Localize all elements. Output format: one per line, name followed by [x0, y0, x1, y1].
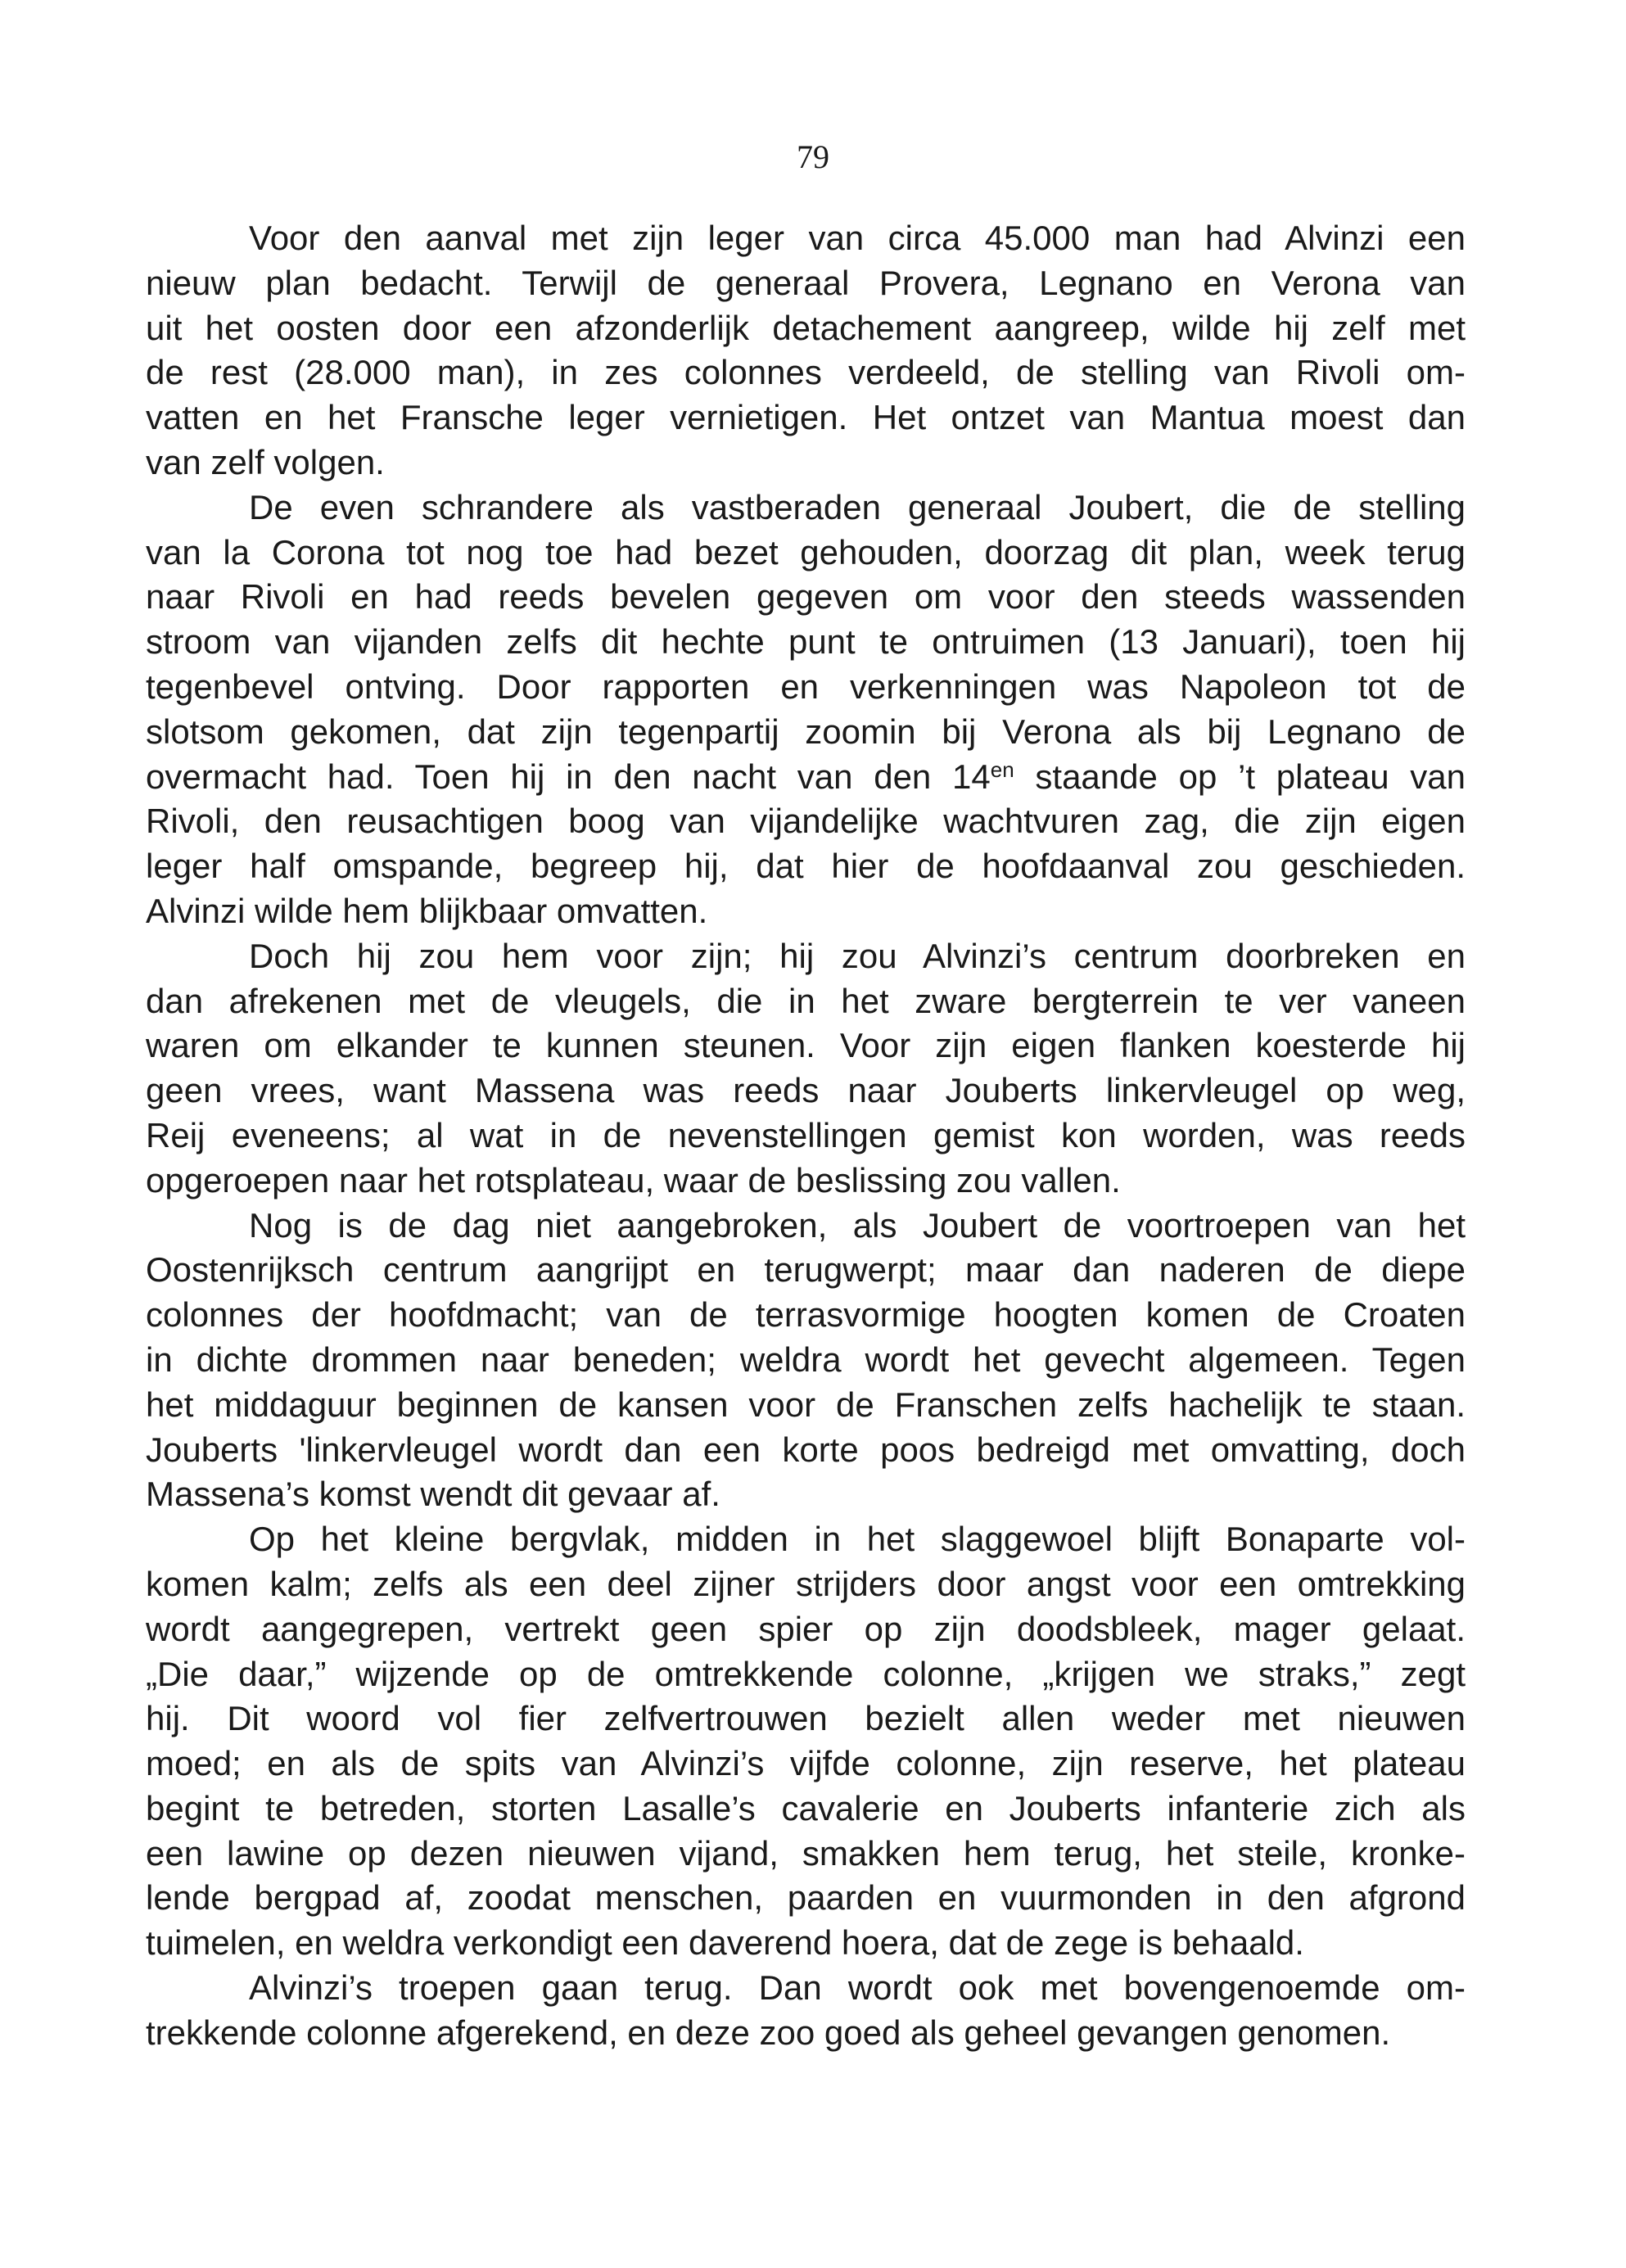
text-line: tegenbevel ontving. Door rapporten en verkenningen was Napoleon tot de	[146, 666, 1466, 706]
text-line: Doch hij zou hem voor zijn; hij zou Alvinzi’s centrum doorbreken en	[249, 936, 1466, 975]
text-line: lende bergpad af, zoodat menschen, paarden en vuurmonden in den afgrond	[146, 1878, 1466, 1918]
text-line: Op het kleine bergvlak, midden in het slaggewoel blijft Bonaparte vol-	[249, 1520, 1466, 1559]
text-line: uit het oosten door een afzonderlijk detachement aangreep, wilde hij zelf met	[146, 308, 1466, 347]
text-line	[146, 755, 1466, 800]
text-line: Nog is de dag niet aangebroken, als Joubert de voortroepen van het	[249, 1205, 1466, 1245]
text-line: Massena’s komst wendt dit gevaar af.	[146, 1475, 720, 1514]
text-line: hij. Dit woord vol fier zelfvertrouwen bezielt allen weder met nieuwen	[146, 1699, 1466, 1738]
text-line: De even schrandere als vastberaden generaal Joubert, die de stelling	[249, 487, 1466, 526]
text-line: geen vrees, want Massena was reeds naar Jouberts linkervleugel op weg,	[146, 1071, 1466, 1110]
text-line: trekkende colonne afgerekend, en deze zoo goed als geheel gevangen genomen.	[146, 2013, 1391, 2052]
text-line: „Die daar,” wijzende op de omtrekkende colonne, „krijgen we straks,” zegt	[146, 1654, 1466, 1693]
text-line: stroom van vijanden zelfs dit hechte punt te ontruimen (13 Januari), toen hij	[146, 622, 1466, 662]
text-line: van la Corona tot nog toe had bezet gehouden, doorzag dit plan, week terug	[146, 532, 1466, 572]
text-line: Alvinzi wilde hem blijkbaar omvatten.	[146, 891, 708, 930]
text-line: het middaguur beginnen de kansen voor de Franschen zelfs hachelijk te staan.	[146, 1385, 1466, 1424]
text-line: colonnes der hoofdmacht; van de terrasvormige hoogten komen de Croaten	[146, 1295, 1466, 1335]
text-line: Voor den aanval met zijn leger van circa 45.000 man had Alvinzi een	[249, 219, 1466, 257]
text-line: wordt aangegrepen, vertrekt geen spier op zijn doodsbleek, mager gelaat.	[146, 1609, 1466, 1648]
text-line: opgeroepen naar het rotsplateau, waar de beslissing zou vallen.	[146, 1160, 1121, 1200]
paragraph	[146, 1204, 1466, 1518]
paragraph	[146, 934, 1466, 1204]
text-line: van zelf volgen.	[146, 442, 385, 481]
text-line: Rivoli, den reusachtigen boog van vijandelijke wachtvuren zag, die zijn eigen	[146, 802, 1466, 841]
text-line: leger half omspande, begreep hij, dat hier de hoofdaanval zou geschieden.	[146, 847, 1466, 886]
text-line: vatten en het Fransche leger vernietigen. Het ontzet van Mantua moest dan	[146, 398, 1466, 437]
paragraph	[146, 486, 1466, 934]
text-line: tuimelen, en weldra verkondigt een daverend hoera, dat de zege is behaald.	[146, 1923, 1304, 1963]
text-line: in dichte drommen naar beneden; weldra wordt het gevecht algemeen. Tegen	[146, 1340, 1466, 1379]
paragraph	[146, 1966, 1466, 2056]
text-line: Oostenrijksch centrum aangrijpt en terugwerpt; maar dan naderen de diepe	[146, 1250, 1466, 1290]
text-line: dan afrekenen met de vleugels, die in het zware bergterrein te ver vaneen	[146, 981, 1466, 1020]
text-line: naar Rivoli en had reeds bevelen gegeven om voor den steeds wassenden	[146, 577, 1466, 617]
page-number: 79	[797, 138, 829, 175]
text-line: Jouberts 'linkervleugel wordt dan een korte poos bedreigd met omvatting, doch	[146, 1430, 1466, 1469]
paragraph	[146, 1517, 1466, 1966]
text-segment: staande op ’t plateau van	[1014, 757, 1466, 796]
text-line: waren om elkander te kunnen steunen. Voor zijn eigen flanken koesterde hij	[146, 1026, 1466, 1065]
text-line: moed; en als de spits van Alvinzi’s vijfde colonne, zijn reserve, het plateau	[146, 1744, 1466, 1783]
text-line: Alvinzi’s troepen gaan terug. Dan wordt ook met bovengenoemde om-	[249, 1968, 1466, 2008]
text-line: komen kalm; zelfs als een deel zijner strijders door angst voor een omtrekking	[146, 1564, 1466, 1603]
body-text	[146, 216, 1466, 2056]
superscript: en	[990, 757, 1014, 782]
paragraph	[146, 216, 1466, 486]
text-line: een lawine op dezen nieuwen vijand, smakken hem terug, het steile, kronke-	[146, 1833, 1466, 1873]
text-line: Reij eveneens; al wat in de nevenstellingen gemist kon worden, was reeds	[146, 1115, 1466, 1154]
text-line: nieuw plan bedacht. Terwijl de generaal Provera, Legnano en Verona van	[146, 263, 1466, 302]
text-segment: overmacht had. Toen hij in den nacht van den 14	[146, 757, 991, 796]
text-line: slotsom gekomen, dat zijn tegenpartij zoomin bij Verona als bij Legnano de	[146, 712, 1466, 751]
text-line: de rest (28.000 man), in zes colonnes verdeeld, de stelling van Rivoli om-	[146, 353, 1466, 392]
text-line: begint te betreden, storten Lasalle’s cavalerie en Jouberts infanterie zich als	[146, 1788, 1466, 1828]
